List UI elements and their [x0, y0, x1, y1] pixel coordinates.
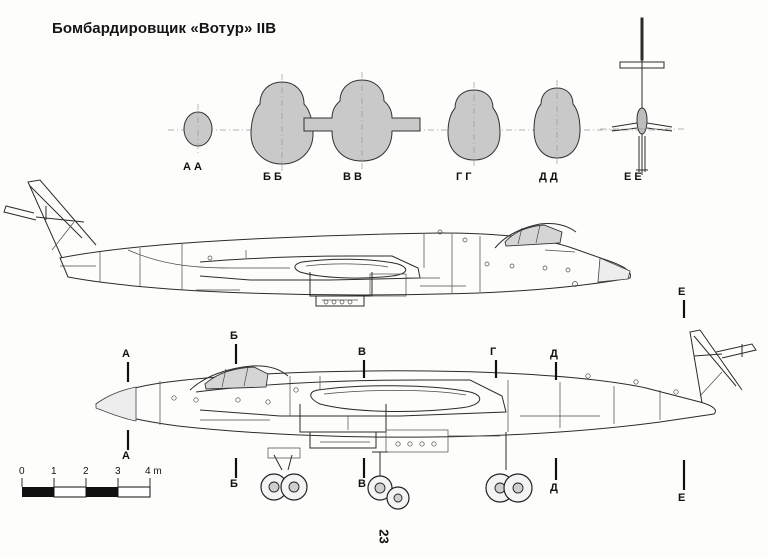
- callout-top-v: В: [358, 346, 366, 358]
- callout-top-a: А: [122, 348, 130, 360]
- cross-section-e: [600, 18, 684, 175]
- landing-gear-nose: [261, 448, 307, 500]
- cross-section-v: [304, 72, 420, 170]
- callout-bottom-v: В: [358, 478, 366, 490]
- scale-tick-2: 2: [83, 466, 89, 477]
- callout-bottom-e: Е: [678, 492, 686, 504]
- callout-bottom-b: Б: [230, 478, 238, 490]
- callout-top-d: Д: [550, 348, 558, 360]
- scale-tick-0: 0: [19, 466, 25, 477]
- cross-section-label-e: Е Е: [624, 171, 642, 183]
- scale-tick-3: 3: [115, 466, 121, 477]
- cross-section-label-b: Б Б: [263, 171, 282, 183]
- side-view-top: [4, 180, 630, 306]
- page-number: 23: [376, 529, 392, 544]
- scale-bar: [22, 478, 150, 497]
- cross-section-label-d: Д Д: [539, 171, 558, 183]
- scale-tick-4: 4 m: [145, 466, 162, 477]
- cross-section-label-g: Г Г: [456, 171, 472, 183]
- callout-top-e: Е: [678, 286, 686, 298]
- callout-top-g: Г: [490, 346, 497, 358]
- side-view-bottom: [96, 330, 756, 509]
- scale-tick-1: 1: [51, 466, 57, 477]
- cross-sections-group: [168, 18, 684, 175]
- landing-gear-outrigger: [486, 432, 532, 502]
- callout-top-b: Б: [230, 330, 238, 342]
- cross-section-g: [448, 82, 500, 168]
- callout-ticks: [128, 300, 684, 490]
- cross-section-d: [534, 80, 580, 166]
- callout-bottom-a: А: [122, 450, 130, 462]
- page-title: Бомбардировщик «Вотур» IIB: [52, 20, 277, 37]
- landing-gear-main: [368, 452, 409, 509]
- cross-section-a: [184, 104, 212, 156]
- callout-bottom-d: Д: [550, 482, 558, 494]
- cross-section-label-v: В В: [343, 171, 362, 183]
- cross-section-label-a: А А: [183, 161, 202, 173]
